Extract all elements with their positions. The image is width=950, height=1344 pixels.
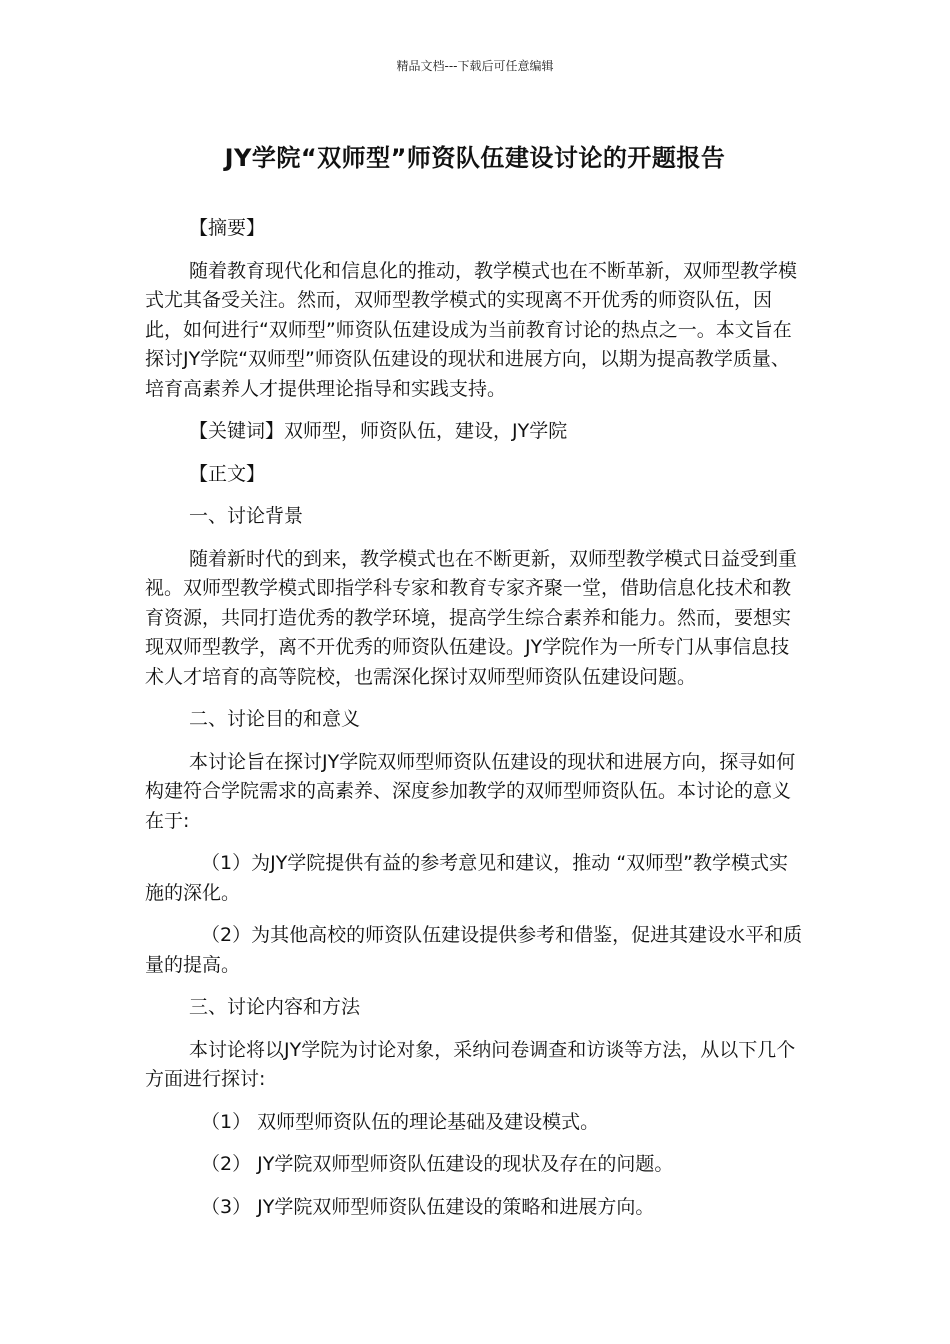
abstract-heading: 【摘要】 — [189, 217, 266, 239]
section-heading-2: 二、讨论目的和意义 — [189, 708, 361, 730]
content-item-3: （3） JY学院双师型师资队伍建设的策略和进展方向。 — [201, 1195, 655, 1218]
content-item-2: （2） JY学院双师型师资队伍建设的现状及存在的问题。 — [201, 1153, 674, 1175]
significance-item-1: （1）为JY学院提供有益的参考意见和建议，推动 “双师型”教学模式实施的深化。 — [145, 852, 789, 904]
page-header: 精品文档---下载后可任意编辑 — [396, 59, 554, 73]
body-heading: 【正文】 — [189, 462, 266, 485]
section-heading-1: 一、讨论背景 — [189, 505, 304, 527]
document-title: JY学院“双师型”师资队伍建设讨论的开题报告 — [224, 144, 726, 172]
content-item-1: （1） 双师型师资队伍的理论基础及建设模式。 — [201, 1110, 600, 1133]
significance-item-2: （2）为其他高校的师资队伍建设提供参考和借鉴，促进其建设水平和质量的提高。 — [145, 924, 803, 976]
abstract-paragraph: 随着教育现代化和信息化的推动，教学模式也在不断革新，双师型教学模式尤其备受关注。然而，双师型教学模式的实现离不开优秀的师资队伍，因此，如何进行“双师型”师资队伍建设成为当前教育讨论的热点之一。本文旨在探讨JY学院“双师型”师资队伍建设的现状和进展方向，以期为提高教学质量、培育高素养人才提供理论指导和实践支持。 — [145, 259, 798, 400]
purpose-paragraph: 本讨论旨在探讨JY学院双师型师资队伍建设的现状和进展方向，探寻如何构建符合学院需求的高素养、深度参加教学的双师型师资队伍。本讨论的意义在于: — [145, 750, 796, 832]
keywords-line: 【关键词】双师型，师资队伍，建设，JY学院 — [189, 420, 568, 442]
method-paragraph: 本讨论将以JY学院为讨论对象，采纳问卷调查和访谈等方法，从以下几个方面进行探讨: — [145, 1038, 796, 1090]
background-paragraph: 随着新时代的到来，教学模式也在不断更新，双师型教学模式日益受到重视。双师型教学模式即指学科专家和教育专家齐聚一堂，借助信息化技术和教育资源，共同打造优秀的教学环境，提高学生综合素养和能力。然而，要想实现双师型教学，离不开优秀的师资队伍建设。JY学院作为一所专门从事信息技术人才培育的高等院校，也需深化探讨双师型师资队伍建设问题。 — [145, 547, 798, 688]
section-heading-3: 三、讨论内容和方法 — [189, 996, 361, 1018]
document-body — [145, 214, 805, 1235]
